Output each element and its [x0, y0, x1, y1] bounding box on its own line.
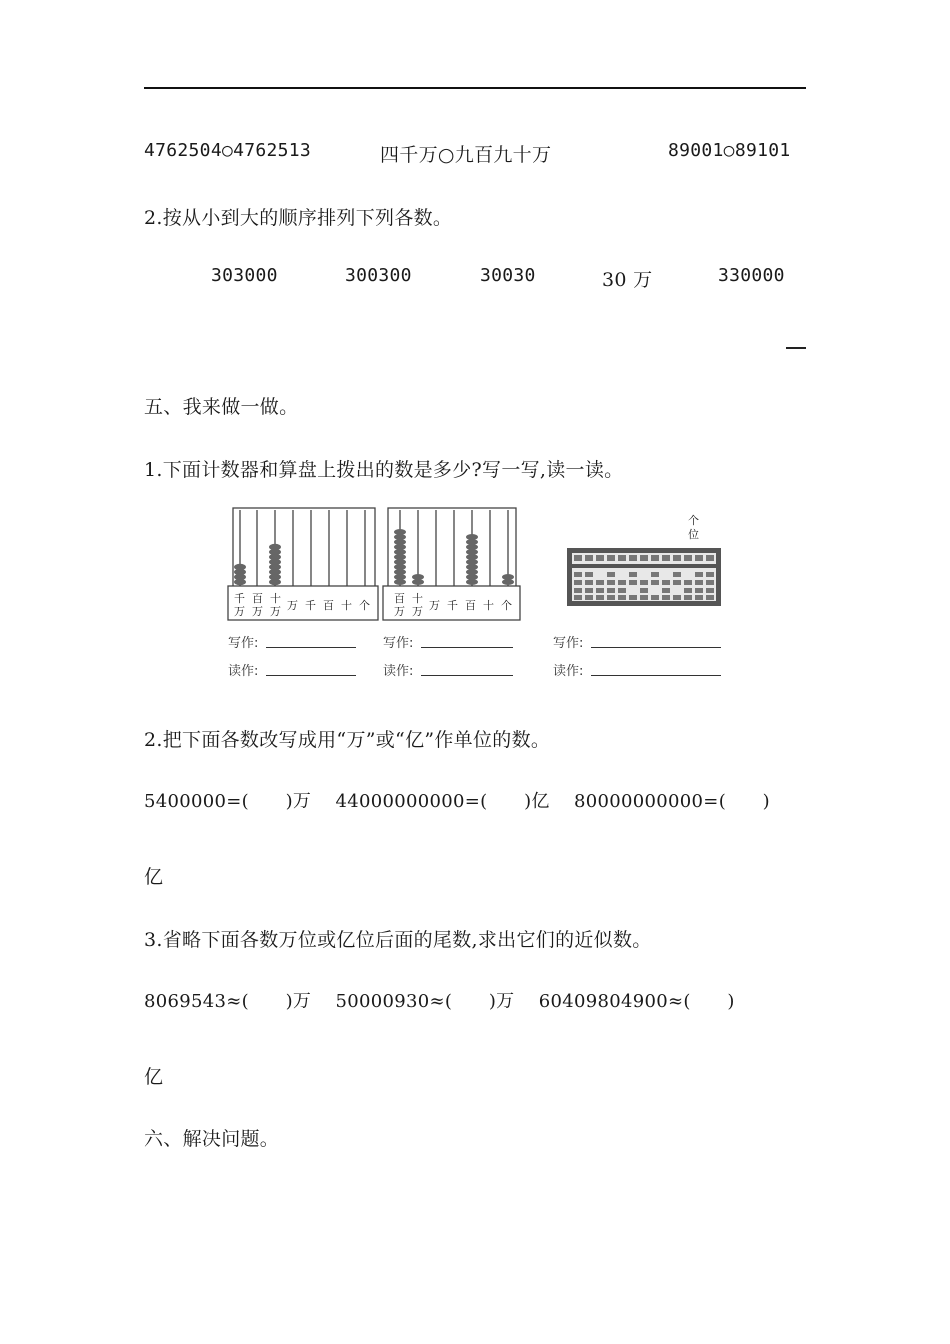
read-line-3[interactable] [591, 675, 721, 676]
c2-label-bai: 百 [465, 599, 476, 612]
read-line-2[interactable] [421, 675, 513, 676]
c2-label-wan: 万 [429, 599, 440, 612]
c2-label-ge: 个 [501, 599, 512, 612]
compare-item-3: 89001○89101 [668, 140, 791, 161]
counter-abacus-figure [224, 498, 734, 692]
write-line-2[interactable] [421, 647, 513, 648]
c1-label-wan: 万 [287, 599, 298, 612]
figure-drawing [224, 498, 734, 688]
approx-tail: 亿 [144, 1066, 164, 1088]
c1-label-shiwan-a: 十 [270, 592, 281, 605]
c1-label-baiwan-b: 万 [252, 605, 263, 618]
abacus-label-ge: 个 [688, 514, 699, 527]
rewrite-problems: 5400000=( )万 44000000000=( )亿 80000000000=( ) [144, 791, 770, 812]
section-6-title: 六、解决问题。 [144, 1128, 280, 1150]
write-label-1: 写作: [228, 636, 259, 651]
section-5-title: 五、我来做一做。 [144, 396, 299, 418]
answer-dash [786, 347, 806, 349]
c2-label-shi: 十 [483, 599, 494, 612]
read-line-1[interactable] [266, 675, 356, 676]
c1-label-bai: 百 [323, 599, 334, 612]
c1-label-ge: 个 [359, 599, 370, 612]
c1-label-shi: 十 [341, 599, 352, 612]
c1-label-qianwan-a: 千 [234, 592, 245, 605]
order-number-2: 300300 [345, 265, 412, 286]
order-number-1: 303000 [211, 265, 278, 286]
write-line-1[interactable] [266, 647, 356, 648]
c2-label-shiwan-a: 十 [412, 592, 423, 605]
order-number-4: 30 万 [602, 269, 653, 291]
header-rule [144, 87, 806, 89]
abacus-label-wei: 位 [688, 528, 699, 541]
counter-1 [228, 508, 378, 620]
write-label-3: 写作: [553, 636, 584, 651]
c2-label-shiwan-b: 万 [412, 605, 423, 618]
read-label-3: 读作: [553, 664, 584, 679]
c1-label-qian: 千 [305, 599, 316, 612]
question-order-title: 2.按从小到大的顺序排列下列各数。 [144, 207, 453, 229]
approx-problems: 8069543≈( )万 50000930≈( )万 60409804900≈( ) [144, 991, 735, 1012]
question-counter-title: 1.下面计数器和算盘上拨出的数是多少?写一写,读一读。 [144, 459, 624, 481]
read-label-1: 读作: [228, 664, 259, 679]
question-rewrite-title: 2.把下面各数改写成用“万”或“亿”作单位的数。 [144, 729, 551, 751]
write-line-3[interactable] [591, 647, 721, 648]
compare-item-2: 四千万○九百九十万 [380, 144, 552, 166]
c2-label-baiwan-a: 百 [394, 592, 405, 605]
c2-label-baiwan-b: 万 [394, 605, 405, 618]
read-label-2: 读作: [383, 664, 414, 679]
rewrite-tail: 亿 [144, 866, 164, 888]
order-number-5: 330000 [718, 265, 785, 286]
c1-label-shiwan-b: 万 [270, 605, 281, 618]
question-approx-title: 3.省略下面各数万位或亿位后面的尾数,求出它们的近似数。 [144, 929, 652, 951]
write-label-2: 写作: [383, 636, 414, 651]
abacus [567, 548, 721, 606]
c1-label-baiwan-a: 百 [252, 592, 263, 605]
compare-item-1: 4762504○4762513 [144, 140, 312, 161]
order-number-3: 30030 [480, 265, 536, 286]
c1-label-qianwan-b: 万 [234, 605, 245, 618]
c2-label-qian: 千 [447, 599, 458, 612]
